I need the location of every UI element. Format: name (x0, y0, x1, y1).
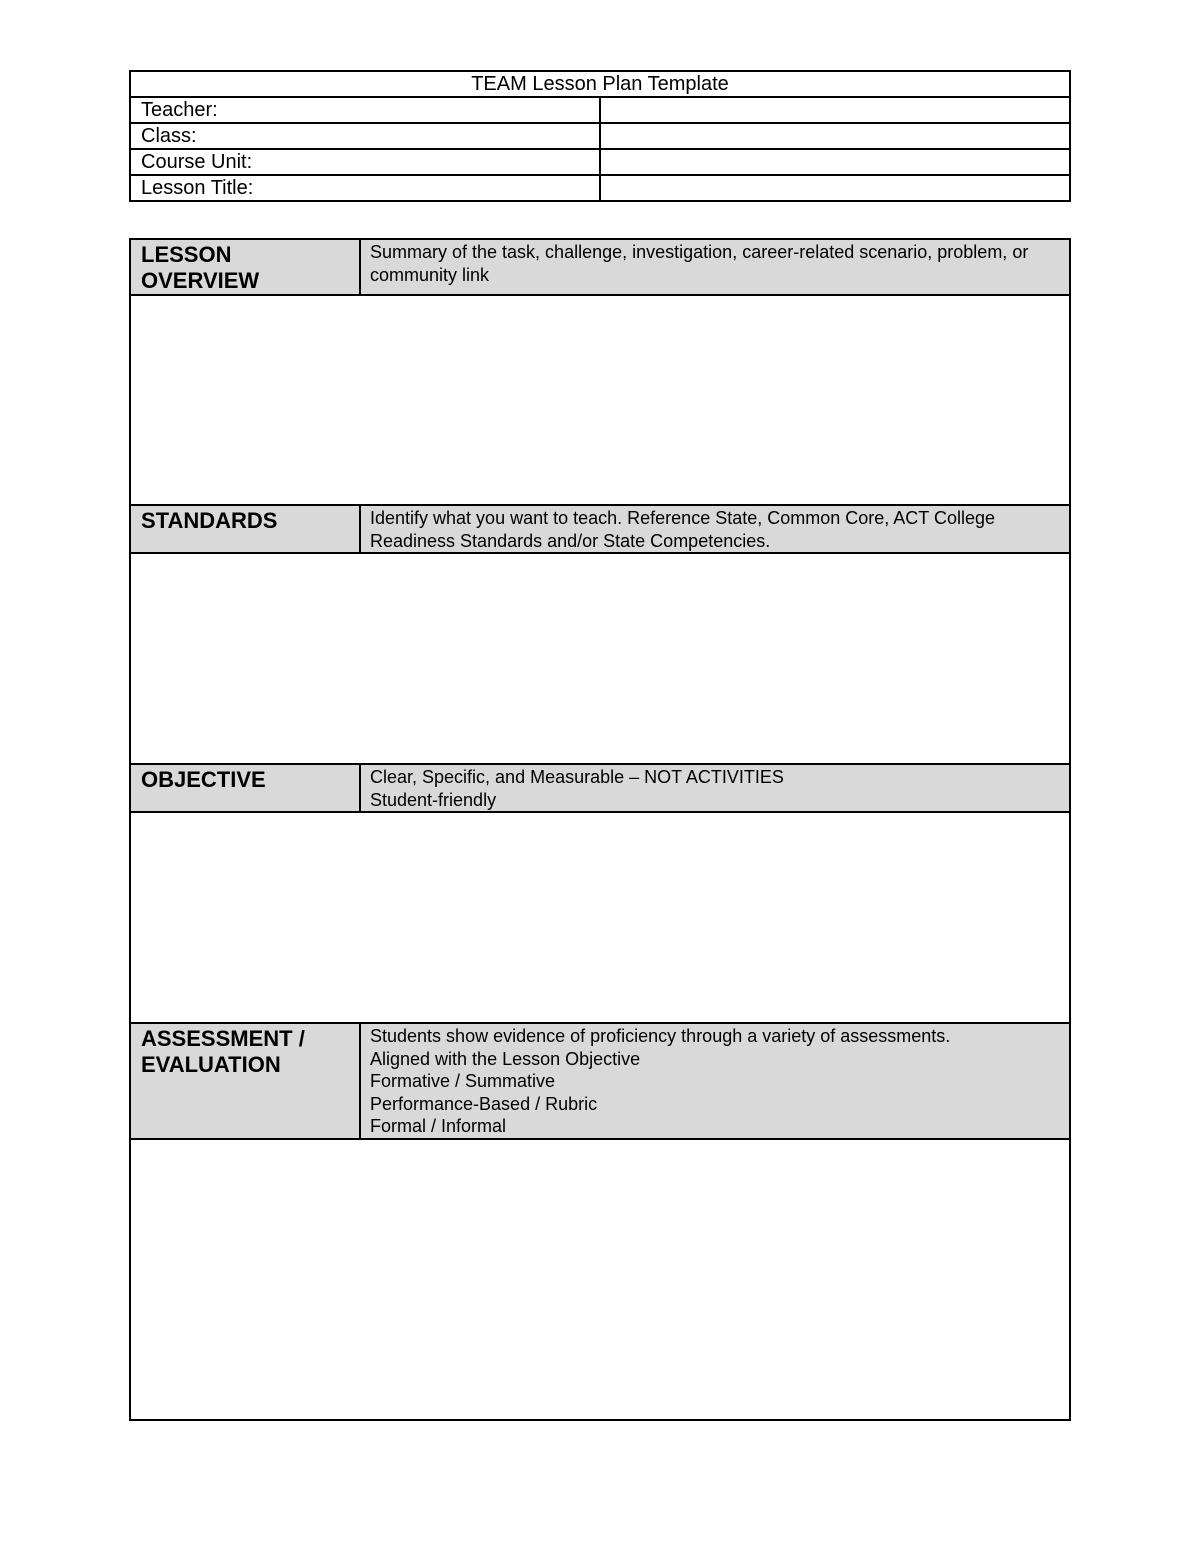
document-title: TEAM Lesson Plan Template (130, 71, 1070, 97)
class-row (130, 123, 1070, 149)
class-label: Class: (130, 123, 600, 149)
course-unit-label: Course Unit: (130, 149, 600, 175)
assessment-description-line: Students show evidence of proficiency through a variety of assessments. (370, 1026, 951, 1046)
title-row (130, 71, 1070, 97)
lesson-overview-body-row (130, 295, 1070, 505)
lesson-overview-entry-area[interactable] (130, 295, 1070, 505)
lesson-overview-header-row (130, 239, 1070, 295)
assessment-description-line: Formative / Summative (370, 1071, 556, 1091)
course-unit-row (130, 149, 1070, 175)
standards-label: STANDARDS (130, 505, 360, 553)
class-field[interactable] (600, 123, 1070, 149)
objective-label: OBJECTIVE (130, 764, 360, 812)
lesson-title-row (130, 175, 1070, 201)
teacher-label: Teacher: (130, 97, 600, 123)
lesson-title-label: Lesson Title: (130, 175, 600, 201)
assessment-description (360, 1023, 1070, 1139)
lesson-title-field[interactable] (600, 175, 1070, 201)
objective-description-line: Clear, Specific, and Measurable – NOT ACTIVITIES (370, 767, 784, 787)
standards-body-row (130, 553, 1070, 764)
objective-description-line: Student-friendly (370, 789, 497, 810)
course-unit-field[interactable] (600, 149, 1070, 175)
assessment-entry-area[interactable] (130, 1139, 1070, 1420)
assessment-label: ASSESSMENT / EVALUATION (130, 1023, 360, 1139)
assessment-description-line: Formal / Informal (370, 1116, 507, 1136)
lesson-overview-label: LESSON OVERVIEW (130, 239, 360, 295)
standards-header-row (130, 505, 1070, 553)
objective-header-row (130, 764, 1070, 812)
teacher-row (130, 97, 1070, 123)
standards-description (360, 505, 1070, 553)
standards-entry-area[interactable] (130, 553, 1070, 764)
assessment-description-line: Performance-Based / Rubric (370, 1093, 598, 1114)
assessment-description-line: Aligned with the Lesson Objective (370, 1048, 641, 1069)
objective-entry-area[interactable] (130, 812, 1070, 1023)
lesson-info-table (129, 70, 1071, 202)
objective-description (360, 764, 1070, 812)
objective-body-row (130, 812, 1070, 1023)
standards-description-line: Identify what you want to teach. Reference State, Common Core, ACT College Readiness Standards and/or State Competencies. (370, 508, 995, 551)
lesson-sections-table (129, 238, 1071, 1421)
lesson-overview-description (360, 239, 1070, 295)
teacher-field[interactable] (600, 97, 1070, 123)
lesson-overview-description-line: Summary of the task, challenge, investigation, career-related scenario, problem, or community link (370, 242, 1029, 285)
assessment-body-row (130, 1139, 1070, 1420)
assessment-header-row (130, 1023, 1070, 1139)
